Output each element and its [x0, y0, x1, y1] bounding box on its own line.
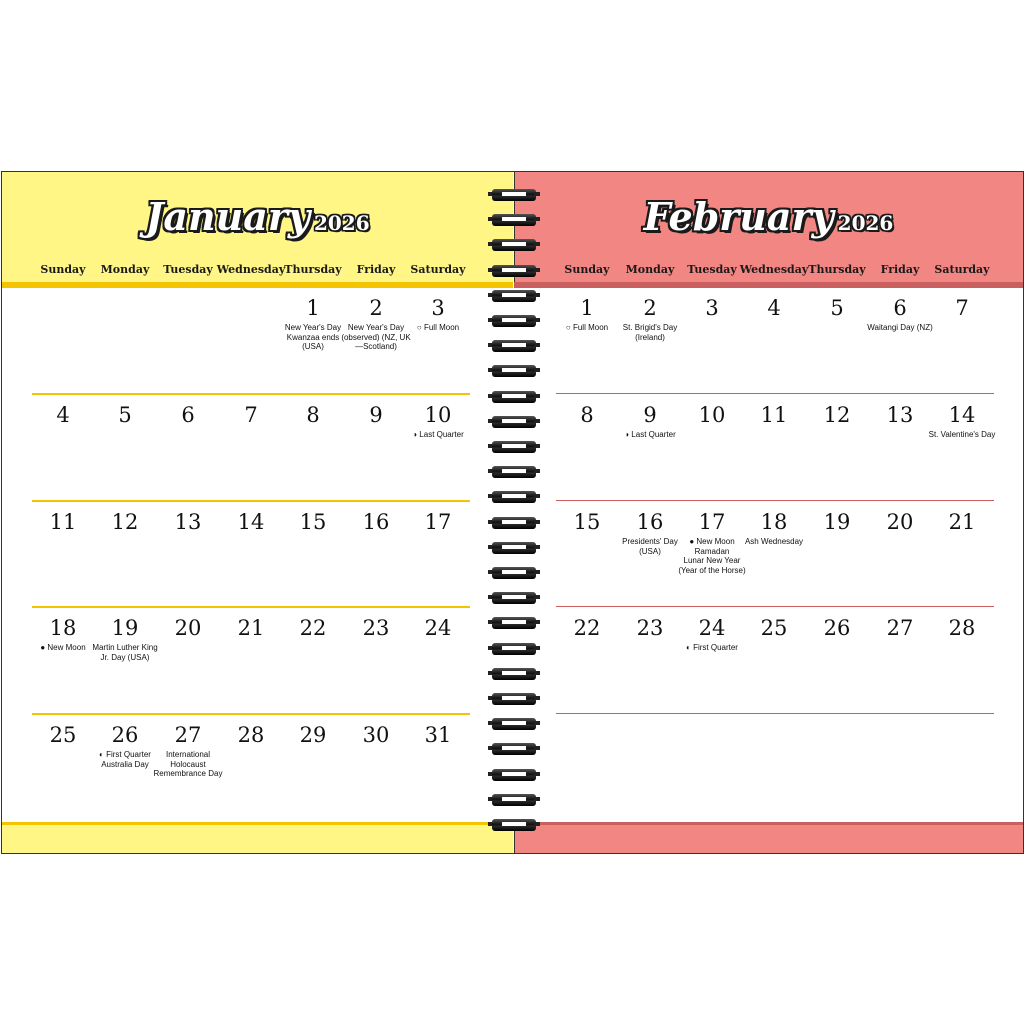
- event-note: St. Valentine's Day: [928, 430, 996, 439]
- february-footer-band: [514, 825, 1023, 853]
- day-cell: [869, 713, 931, 819]
- day-cell: [157, 500, 219, 606]
- day-cell: [681, 393, 743, 499]
- day-number: 29: [299, 723, 327, 747]
- day-number: 11: [49, 510, 77, 534]
- binding-ring: [488, 692, 540, 706]
- week-divider: [32, 713, 470, 715]
- binding-ring: [488, 490, 540, 504]
- day-cell: [743, 606, 805, 712]
- weekday-label: Monday: [100, 263, 150, 276]
- week-divider: [556, 606, 994, 607]
- binding-ring: [488, 264, 540, 278]
- event-note: International Holocaust Remembrance Day: [153, 750, 223, 778]
- day-number: 7: [244, 403, 258, 427]
- week-divider: [32, 393, 470, 395]
- day-cell: [743, 713, 805, 819]
- day-cell: [928, 393, 996, 499]
- day-number: 17: [698, 510, 726, 534]
- day-notes: [552, 323, 622, 333]
- day-cell: [931, 606, 993, 712]
- binding-ring: [488, 289, 540, 303]
- day-cell: [407, 606, 469, 712]
- month-name: February: [643, 194, 834, 239]
- day-cell: [220, 606, 282, 712]
- binding-ring: [488, 642, 540, 656]
- day-number: 2: [369, 296, 383, 320]
- day-number: 5: [830, 296, 844, 320]
- day-number: 16: [636, 510, 664, 534]
- day-cell: [32, 500, 94, 606]
- weekday-label: Sunday: [40, 263, 86, 276]
- binding-ring: [488, 566, 540, 580]
- event-note: New Year's Day: [284, 323, 342, 332]
- day-cell: [407, 286, 469, 392]
- day-cell: [282, 286, 344, 392]
- day-cell: [32, 393, 94, 499]
- day-cell: [345, 500, 407, 606]
- day-notes: [615, 537, 685, 556]
- day-number: 21: [948, 510, 976, 534]
- event-note: New Year's Day (observed) (NZ, UK—Scotland): [341, 323, 411, 351]
- binding-ring: [488, 616, 540, 630]
- day-notes: [90, 643, 160, 662]
- day-cell: [94, 393, 156, 499]
- event-note: ◑ Last Quarter: [412, 430, 464, 439]
- weekday-label: Thursday: [808, 263, 866, 276]
- day-cell: [556, 393, 618, 499]
- day-cell: [556, 500, 618, 606]
- day-number: 28: [948, 616, 976, 640]
- day-number: 6: [893, 296, 907, 320]
- day-number: 26: [111, 723, 139, 747]
- event-note: ◐ First Quarter: [686, 643, 738, 652]
- day-cell: [282, 500, 344, 606]
- day-number: 17: [424, 510, 452, 534]
- day-cell: [743, 286, 805, 392]
- event-note: ○ Full Moon: [565, 323, 609, 332]
- weekday-label: Tuesday: [163, 263, 213, 276]
- weekday-label: Friday: [880, 263, 920, 276]
- day-number: 21: [237, 616, 265, 640]
- day-cell: [407, 713, 469, 819]
- day-cell: [157, 393, 219, 499]
- day-cell: [869, 606, 931, 712]
- day-cell: [806, 606, 868, 712]
- event-note: Waitangi Day (NZ): [867, 323, 933, 332]
- binding-ring: [488, 390, 540, 404]
- day-cell: [806, 286, 868, 392]
- day-number: 13: [886, 403, 914, 427]
- day-number: 4: [56, 403, 70, 427]
- weekday-label: Monday: [625, 263, 675, 276]
- day-cell: [681, 606, 743, 712]
- binding-ring: [488, 465, 540, 479]
- day-number: 24: [424, 616, 452, 640]
- day-number: 22: [573, 616, 601, 640]
- day-number: 18: [49, 616, 77, 640]
- binding-ring: [488, 415, 540, 429]
- weekday-label: Saturday: [410, 263, 466, 276]
- day-cell: [619, 713, 681, 819]
- day-cell: [556, 606, 618, 712]
- binding-ring: [488, 364, 540, 378]
- day-notes: [403, 323, 473, 333]
- january-page: [2, 172, 513, 853]
- day-cell: [94, 606, 156, 712]
- binding-ring: [488, 541, 540, 555]
- event-note: ● New Moon: [689, 537, 735, 546]
- event-note: Australia Day: [101, 759, 149, 769]
- day-number: 11: [760, 403, 788, 427]
- day-number: 16: [362, 510, 390, 534]
- binding-ring: [488, 818, 540, 832]
- day-cell: [619, 606, 681, 712]
- day-number: 23: [362, 616, 390, 640]
- day-notes: [677, 643, 747, 653]
- day-notes: [278, 323, 348, 352]
- day-cell: [931, 713, 993, 819]
- binding-ring: [488, 793, 540, 807]
- day-number: 28: [237, 723, 265, 747]
- binding-ring: [488, 717, 540, 731]
- day-number: 31: [424, 723, 452, 747]
- day-cell: [806, 713, 868, 819]
- day-notes: [865, 323, 935, 333]
- day-number: 6: [181, 403, 195, 427]
- binding-ring: [488, 238, 540, 252]
- day-cell: [282, 606, 344, 712]
- weekday-label: Thursday: [284, 263, 342, 276]
- day-cell: [94, 500, 156, 606]
- day-cell: [345, 393, 407, 499]
- day-cell: [220, 286, 282, 392]
- day-notes: [28, 643, 98, 653]
- day-number: 1: [580, 296, 594, 320]
- day-number: 5: [118, 403, 132, 427]
- day-notes: [615, 323, 685, 342]
- weekday-label: Friday: [356, 263, 396, 276]
- day-number: 3: [431, 296, 445, 320]
- binding-ring: [488, 339, 540, 353]
- day-cell: [153, 713, 223, 819]
- day-number: 2: [643, 296, 657, 320]
- day-cell: [220, 713, 282, 819]
- day-number: 18: [760, 510, 788, 534]
- binding-ring: [488, 213, 540, 227]
- day-cell: [407, 393, 469, 499]
- january-grid: [2, 172, 513, 853]
- event-note: ◑ Last Quarter: [624, 430, 676, 439]
- day-cell: [32, 286, 94, 392]
- day-cell: [341, 286, 411, 392]
- day-cell: [806, 500, 868, 606]
- event-note: ○ Full Moon: [416, 323, 460, 332]
- day-cell: [743, 500, 805, 606]
- binding-ring: [488, 591, 540, 605]
- january-footer-band: [2, 825, 513, 853]
- day-cell: [619, 393, 681, 499]
- day-number: 23: [636, 616, 664, 640]
- binding-ring: [488, 742, 540, 756]
- february-page: [514, 172, 1023, 853]
- day-number: 9: [369, 403, 383, 427]
- day-number: 12: [111, 510, 139, 534]
- day-cell: [345, 606, 407, 712]
- day-number: 14: [237, 510, 265, 534]
- day-number: 10: [698, 403, 726, 427]
- day-number: 10: [424, 403, 452, 427]
- event-note: Kwanzaa ends (USA): [286, 332, 340, 351]
- month-year: 2026: [313, 211, 370, 235]
- week-divider: [32, 500, 470, 502]
- binding-ring: [488, 768, 540, 782]
- day-notes: [153, 750, 223, 779]
- day-cell: [619, 500, 681, 606]
- binding-ring: [488, 667, 540, 681]
- week-divider: [556, 500, 994, 501]
- day-number: 14: [948, 403, 976, 427]
- day-notes: [739, 537, 809, 547]
- day-number: 20: [174, 616, 202, 640]
- day-cell: [869, 286, 931, 392]
- day-cell: [869, 393, 931, 499]
- day-cell: [806, 393, 868, 499]
- event-note: St. Brigid's Day (Ireland): [622, 323, 678, 342]
- day-number: 7: [955, 296, 969, 320]
- day-cell: [869, 500, 931, 606]
- day-number: 3: [705, 296, 719, 320]
- day-cell: [931, 500, 993, 606]
- day-number: 25: [49, 723, 77, 747]
- weekday-label: Tuesday: [687, 263, 737, 276]
- day-cell: [220, 500, 282, 606]
- day-number: 13: [174, 510, 202, 534]
- weekday-label: Wednesday: [739, 263, 809, 276]
- event-note: ● New Moon: [40, 643, 86, 652]
- month-year: 2026: [837, 211, 894, 235]
- day-cell: [32, 606, 94, 712]
- day-cell: [556, 713, 618, 819]
- day-cell: [743, 393, 805, 499]
- month-name: January: [145, 194, 310, 239]
- day-cell: [282, 713, 344, 819]
- binding-ring: [488, 516, 540, 530]
- day-number: 27: [886, 616, 914, 640]
- day-number: 12: [823, 403, 851, 427]
- day-cell: [678, 500, 746, 606]
- day-cell: [94, 713, 156, 819]
- day-notes: [341, 323, 411, 352]
- day-number: 8: [306, 403, 320, 427]
- day-cell: [282, 393, 344, 499]
- event-note: Presidents' Day (USA): [622, 537, 678, 556]
- day-notes: [927, 430, 997, 440]
- day-cell: [681, 286, 743, 392]
- week-divider: [556, 713, 994, 714]
- planner-spread: [1, 171, 1024, 854]
- weekday-label: Sunday: [564, 263, 610, 276]
- weekday-label: Saturday: [934, 263, 990, 276]
- event-note: Martin Luther King Jr. Day (USA): [92, 643, 158, 662]
- event-note: Lunar New Year (Year of the Horse): [678, 556, 746, 575]
- day-number: 25: [760, 616, 788, 640]
- day-cell: [157, 286, 219, 392]
- day-cell: [407, 500, 469, 606]
- day-cell: [619, 286, 681, 392]
- day-number: 20: [886, 510, 914, 534]
- day-cell: [556, 286, 618, 392]
- day-notes: [677, 537, 747, 575]
- day-cell: [931, 286, 993, 392]
- day-number: 8: [580, 403, 594, 427]
- day-number: 15: [573, 510, 601, 534]
- day-number: 30: [362, 723, 390, 747]
- day-cell: [220, 393, 282, 499]
- day-cell: [157, 606, 219, 712]
- day-notes: [615, 430, 685, 440]
- day-number: 1: [306, 296, 320, 320]
- day-number: 9: [643, 403, 657, 427]
- binding-ring: [488, 440, 540, 454]
- february-grid: [514, 172, 1023, 853]
- day-number: 27: [174, 723, 202, 747]
- day-number: 19: [111, 616, 139, 640]
- week-divider: [32, 606, 470, 608]
- event-note: Ash Wednesday: [744, 537, 804, 546]
- week-divider: [556, 393, 994, 394]
- day-cell: [32, 713, 94, 819]
- binding-ring: [488, 188, 540, 202]
- spiral-binding: [488, 188, 540, 838]
- event-note: ◐ First Quarter: [99, 750, 151, 759]
- binding-ring: [488, 314, 540, 328]
- event-note: Ramadan: [694, 546, 730, 556]
- day-number: 24: [698, 616, 726, 640]
- day-cell: [681, 713, 743, 819]
- weekday-label: Wednesday: [216, 263, 286, 276]
- day-cell: [345, 713, 407, 819]
- day-number: 19: [823, 510, 851, 534]
- day-number: 22: [299, 616, 327, 640]
- day-notes: [90, 750, 160, 769]
- day-number: 15: [299, 510, 327, 534]
- day-cell: [94, 286, 156, 392]
- day-notes: [403, 430, 473, 440]
- day-number: 4: [767, 296, 781, 320]
- day-number: 26: [823, 616, 851, 640]
